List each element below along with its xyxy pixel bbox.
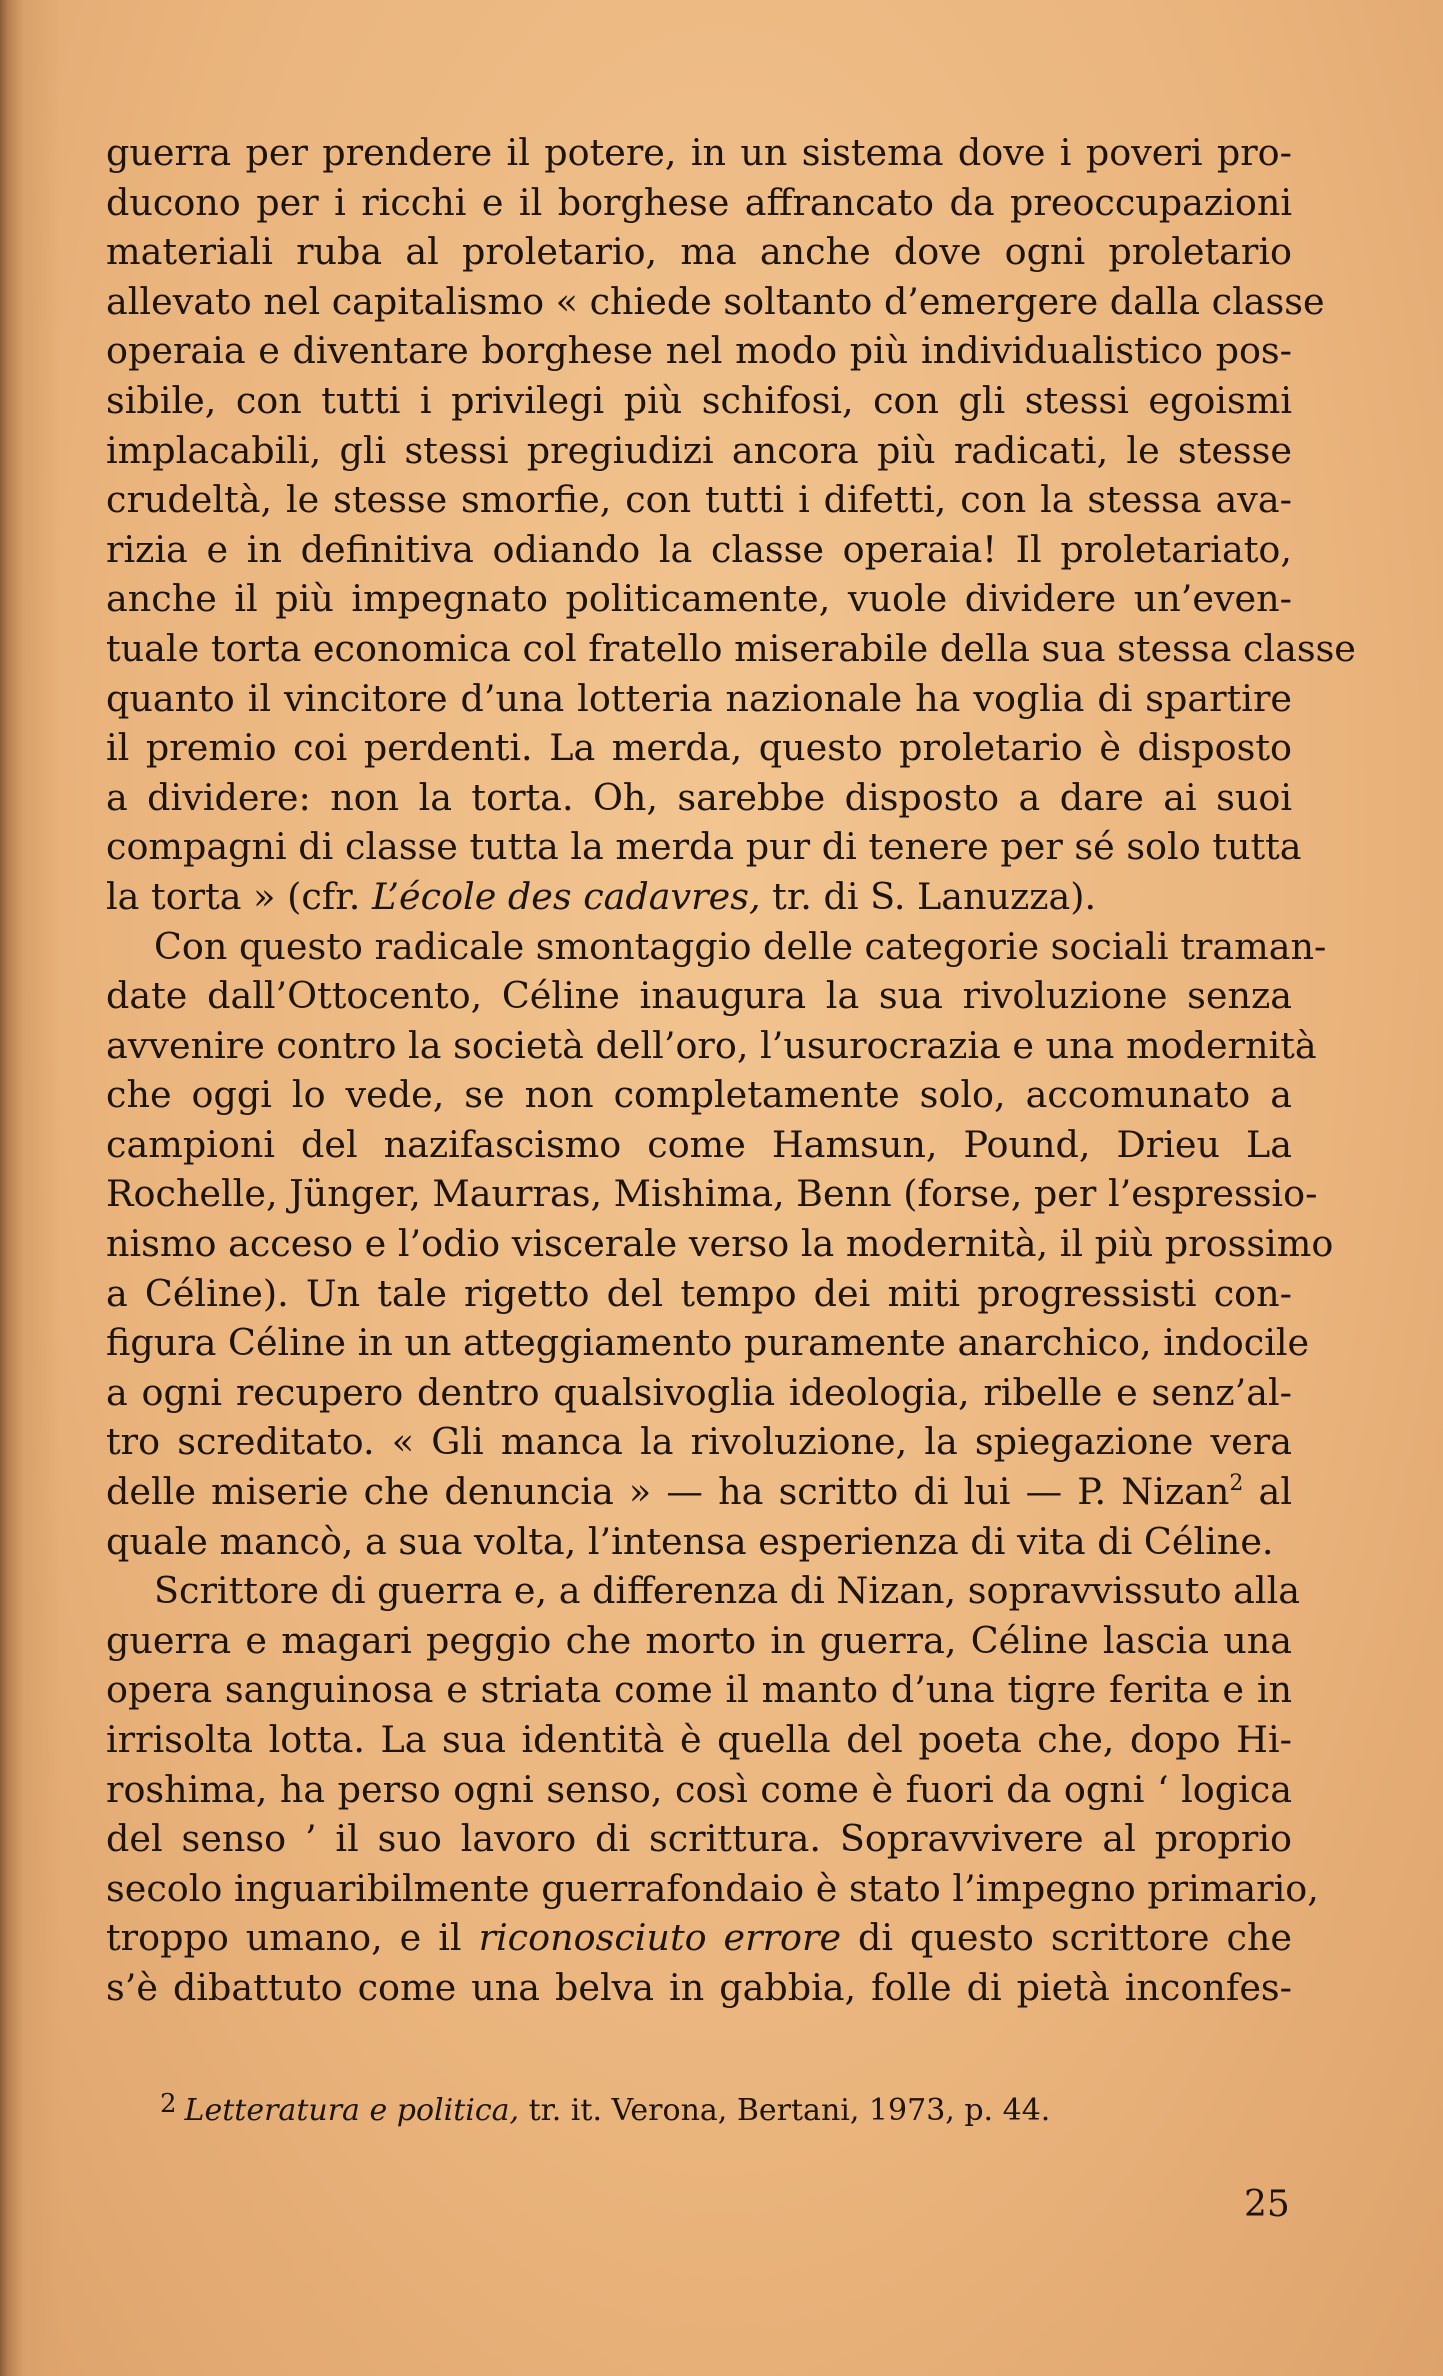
text-line: compagni di classe tutta la merda pur di tenere per sé solo tutta: [106, 825, 1302, 869]
text-line: crudeltà, le stesse smorfie, con tutti i difetti, con la stessa ava-: [106, 478, 1292, 522]
text-fragment: la torta » (cfr.: [106, 874, 372, 918]
text-line: a Céline). Un tale rigetto del tempo dei miti progressisti con-: [106, 1271, 1292, 1315]
text-line: a dividere: non la torta. Oh, sarebbe disposto a dare ai suoi: [106, 775, 1292, 819]
text-fragment: al: [1243, 1470, 1292, 1514]
text-line: date dall’Ottocento, Céline inaugura la sua rivoluzione senza: [106, 974, 1292, 1018]
text-line: il premio coi perdenti. La merda, questo proletario è disposto: [106, 726, 1292, 770]
paragraph-1: [106, 128, 1356, 922]
text-line: guerra per prendere il potere, in un sistema dove i poveri pro-: [106, 131, 1292, 174]
text-line: guerra e magari peggio che morto in guerra, Céline lascia una: [106, 1618, 1292, 1662]
text-fragment: tr. di S. Lanuzza).: [760, 874, 1097, 918]
cited-title: L’école des cadavres,: [371, 874, 761, 918]
text-fragment: di questo scrittore che: [841, 1916, 1292, 1960]
text-fragment: troppo umano, e il: [106, 1916, 479, 1960]
text-line-with-emphasis: [106, 1913, 1292, 1963]
paragraph-3: [106, 1566, 1319, 2012]
footnote: [160, 2084, 1290, 2131]
text-line: quanto il vincitore d’una lotteria nazionale ha voglia di spartire: [106, 676, 1292, 720]
text-line: nismo acceso e l’odio viscerale verso la modernità, il più prossimo: [106, 1222, 1334, 1266]
text-line: secolo inguaribilmente guerrafondaio è stato l’impegno primario,: [106, 1866, 1319, 1910]
text-line: a ogni recupero dentro qualsivoglia ideologia, ribelle e senz’al-: [106, 1370, 1292, 1414]
text-line: tuale torta economica col fratello miserabile della sua stessa classe: [106, 626, 1356, 670]
text-line: rizia e in definitiva odiando la classe operaia! Il proletariato,: [106, 527, 1292, 571]
text-line-with-note-ref: [106, 1467, 1292, 1517]
footnote-text: tr. it. Verona, Bertani, 1973, p. 44.: [519, 2093, 1051, 2128]
text-line: anche il più impegnato politicamente, vuole dividere un’even-: [106, 577, 1292, 621]
text-fragment: delle miserie che denuncia » — ha scritto di lui — P. Nizan: [106, 1470, 1230, 1514]
text-line: materiali ruba al proletario, ma anche dove ogni proletario: [106, 230, 1292, 274]
text-line: figura Céline in un atteggiamento puramente anarchico, indocile: [106, 1321, 1310, 1365]
paragraph-2: [106, 922, 1334, 1567]
text-line: che oggi lo vede, se non completamente solo, accomunato a: [106, 1073, 1292, 1117]
text-line: del senso ’ il suo lavoro di scrittura. Sopravvivere al proprio: [106, 1817, 1292, 1861]
text-line: sibile, con tutti i privilegi più schifosi, con gli stessi egoismi: [106, 378, 1292, 422]
footnote-number: 2: [160, 2089, 177, 2119]
text-line: operaia e diventare borghese nel modo più individualistico pos-: [106, 329, 1292, 373]
emphasized-phrase: riconosciuto errore: [478, 1916, 842, 1960]
text-line: roshima, ha perso ogni senso, così come è fuori da ogni ‘ logica: [106, 1767, 1292, 1811]
text-line: Scrittore di guerra e, a differenza di Nizan, sopravvissuto alla: [154, 1569, 1301, 1613]
text-line: Con questo radicale smontaggio delle categorie sociali traman-: [154, 924, 1327, 968]
footnote-title: Letteratura e politica,: [184, 2093, 520, 2128]
text-line: Rochelle, Jünger, Maurras, Mishima, Benn (forse, per l’espressio-: [106, 1172, 1318, 1216]
text-line: s’è dibattuto come una belva in gabbia, folle di pietà inconfes-: [106, 1965, 1292, 2009]
body-text: [106, 128, 1356, 2013]
page-number: 25: [1244, 2184, 1290, 2225]
text-line: allevato nel capitalismo « chiede soltanto d’emergere dalla classe: [106, 279, 1325, 323]
text-line: ducono per i ricchi e il borghese affrancato da preoccupazioni: [106, 180, 1292, 224]
text-line-with-title: [106, 872, 1292, 922]
text-line: tro screditato. « Gli manca la rivoluzione, la spiegazione vera: [106, 1420, 1292, 1464]
footnote-reference[interactable]: 2: [1229, 1471, 1244, 1497]
text-line: avvenire contro la società dell’oro, l’usurocrazia e una modernità: [106, 1023, 1317, 1067]
text-line: campioni del nazifascismo come Hamsun, Pound, Drieu La: [106, 1122, 1292, 1166]
text-line: opera sanguinosa e striata come il manto d’una tigre ferita e in: [106, 1668, 1292, 1712]
text-line: quale mancò, a sua volta, l’intensa esperienza di vita di Céline.: [106, 1519, 1274, 1563]
text-line: irrisolta lotta. La sua identità è quella del poeta che, dopo Hi-: [106, 1718, 1292, 1761]
text-line: implacabili, gli stessi pregiudizi ancora più radicati, le stesse: [106, 428, 1292, 472]
